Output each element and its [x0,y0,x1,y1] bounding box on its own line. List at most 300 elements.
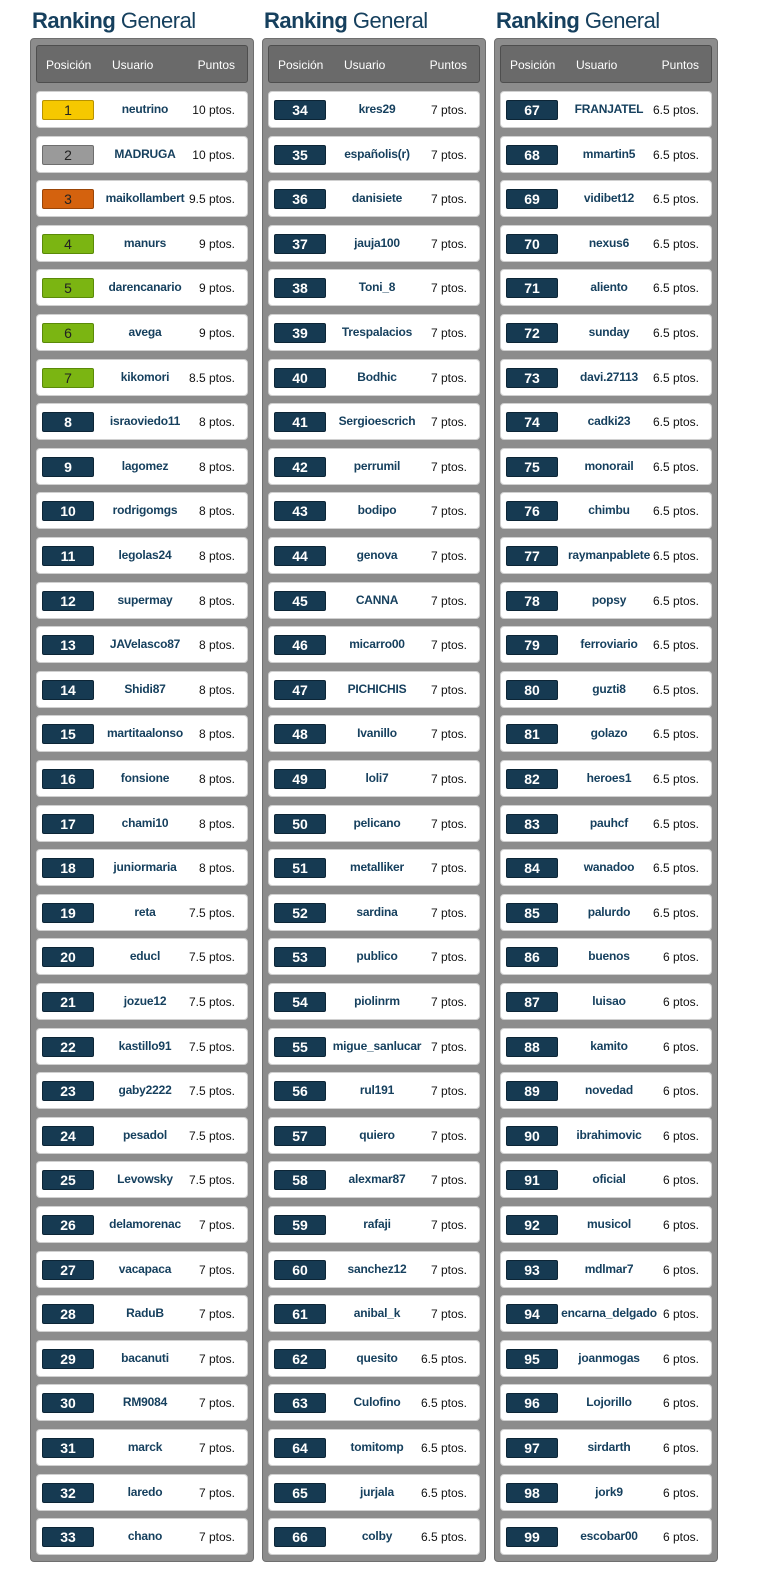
username-link[interactable]: MADRUGA [114,146,176,161]
position-badge: 33 [42,1527,94,1547]
position-badge: 65 [274,1483,326,1503]
ranking-row [268,582,480,619]
points-value: 8 ptos. [198,682,235,697]
ranking-row [268,1295,480,1332]
title-light: General [120,8,196,33]
username-link[interactable]: colby [361,1529,393,1544]
position-badge: 49 [274,769,326,789]
ranking-row [268,492,480,529]
points-value: 6.5 ptos. [652,370,699,385]
position-badge: 66 [274,1527,326,1547]
ranking-row [500,359,712,396]
position-badge: 70 [506,234,558,254]
points-value: 7 ptos. [430,1307,467,1322]
username-link[interactable]: kikomori [120,369,170,384]
ranking-row [36,938,248,975]
title-strong: Ranking [496,8,580,33]
points-value: 6.5 ptos. [652,905,699,920]
username-link[interactable]: chimbu [588,503,630,518]
username-link[interactable]: danisiete [351,191,403,206]
username-link[interactable]: legolas24 [118,548,172,562]
ranking-row [36,1384,248,1421]
username-link[interactable]: Trespalacios [341,325,413,339]
header-position: Posición [510,58,556,72]
title-strong: Ranking [264,8,348,33]
points-value: 8 ptos. [198,772,235,786]
ranking-row [36,671,248,708]
position-badge: 68 [506,145,558,165]
position-badge: 46 [274,635,326,655]
username-link[interactable]: RaduB [126,1306,164,1321]
position-badge: 87 [506,992,558,1012]
position-badge: 22 [42,1037,94,1057]
ranking-row [36,1340,248,1377]
username-link[interactable]: heroes1 [586,771,632,785]
points-value: 7 ptos. [430,1218,467,1232]
username-link[interactable]: cadki23 [587,414,631,429]
username-link[interactable]: golazo [590,726,628,741]
points-value: 6.5 ptos. [420,1485,467,1500]
ranking-row [500,1429,712,1466]
username-link[interactable]: fonsione [120,771,170,785]
ranking-row [36,983,248,1020]
ranking-row [268,1117,480,1154]
username-link[interactable]: quiero [359,1127,395,1142]
points-value: 8.5 ptos. [188,370,235,385]
ranking-row [268,1251,480,1288]
points-value: 7 ptos. [430,1173,467,1188]
points-value: 6 ptos. [662,1039,699,1054]
ranking-row [268,1206,480,1243]
table-header [36,45,248,83]
username-link[interactable]: darencanario [108,280,182,295]
position-badge: 76 [506,501,558,521]
ranking-row [268,626,480,663]
position-badge: 98 [506,1483,558,1503]
ranking-row [268,403,480,440]
ranking-row [36,448,248,485]
points-value: 8 ptos. [198,549,235,563]
username-link[interactable]: buenos [588,949,630,964]
username-link[interactable]: juniormaria [113,860,177,875]
username-link[interactable]: manurs [123,235,167,250]
username-link[interactable]: delamorenac [109,1217,181,1231]
position-badge: 55 [274,1037,326,1057]
points-value: 7 ptos. [430,415,467,430]
points-value: 6 ptos. [662,950,699,965]
points-value: 8 ptos. [198,727,235,742]
points-value: 6.5 ptos. [652,103,699,117]
position-badge: 37 [274,234,326,254]
ranking-row [36,1251,248,1288]
ranking-column-2 [264,0,488,1562]
title-light: General [352,8,428,33]
username-link[interactable]: kastillo91 [118,1038,172,1053]
ranking-row [500,1206,712,1243]
position-badge: 99 [506,1527,558,1547]
username-link[interactable]: nexus6 [588,235,630,250]
username-link[interactable]: FRANJATEL [574,102,644,116]
position-badge: 77 [506,546,558,566]
username-link[interactable]: genova [356,548,398,562]
ranking-row [36,136,248,173]
ranking-row [36,1295,248,1332]
points-value: 6.5 ptos. [652,593,699,608]
username-link[interactable]: neutrino [121,102,169,116]
ranking-row [36,492,248,529]
ranking-row [36,225,248,262]
username-link[interactable]: chano [127,1529,163,1544]
username-link[interactable]: gaby2222 [118,1083,172,1098]
points-value: 8 ptos. [198,638,235,653]
ranking-row [268,715,480,752]
position-badge: 3 [42,189,94,209]
ranking-row [36,403,248,440]
username-link[interactable]: Bodhic [357,369,397,384]
username-link[interactable]: wanadoo [583,860,635,875]
username-link[interactable]: rafaji [363,1217,391,1231]
position-badge: 67 [506,100,558,120]
position-badge: 73 [506,368,558,388]
username-link[interactable]: rodrigomgs [112,503,178,518]
username-link[interactable]: novedad [585,1083,633,1098]
ranking-row [268,1384,480,1421]
username-link[interactable]: luisao [592,994,626,1008]
position-badge: 30 [42,1393,94,1413]
position-badge: 85 [506,903,558,923]
position-badge: 38 [274,278,326,298]
points-value: 7 ptos. [430,326,467,340]
points-value: 7 ptos. [198,1307,235,1322]
position-badge: 21 [42,992,94,1012]
points-value: 7.5 ptos. [188,1128,235,1143]
username-link[interactable]: CANNA [355,592,399,607]
ranking-row [268,1518,480,1555]
points-value: 7 ptos. [430,1084,467,1099]
header-position: Posición [46,58,92,72]
ranking-row [268,671,480,708]
position-badge: 58 [274,1170,326,1190]
username-link[interactable]: Toni_8 [358,280,396,295]
username-link[interactable]: españolis(r) [344,146,410,161]
position-badge: 1 [42,100,94,120]
username-link[interactable]: guzti8 [592,681,626,696]
username-link[interactable]: educl [129,949,161,964]
ranking-row [36,894,248,931]
username-link[interactable]: chami10 [121,815,169,830]
username-link[interactable]: Culofino [353,1395,401,1410]
ranking-row [500,1518,712,1555]
username-link[interactable]: pelicano [353,815,401,830]
username-link[interactable]: raymanpablete [567,548,651,562]
position-badge: 83 [506,814,558,834]
username-link[interactable]: piolinrm [354,994,400,1008]
username-link[interactable]: sardina [356,904,398,919]
position-badge: 6 [42,323,94,343]
points-value: 8 ptos. [198,504,235,519]
ranking-row [500,492,712,529]
position-badge: 90 [506,1126,558,1146]
points-value: 7 ptos. [430,103,467,117]
ranking-row [268,1161,480,1198]
username-link[interactable]: ibrahimovic [576,1127,642,1142]
position-badge: 63 [274,1393,326,1413]
position-badge: 47 [274,680,326,700]
column-title [496,0,720,38]
username-link[interactable]: PICHICHIS [347,681,407,696]
username-link[interactable]: quesito [356,1350,398,1365]
position-badge: 16 [42,769,94,789]
position-badge: 60 [274,1260,326,1280]
ranking-row [500,180,712,217]
ranking-row [500,1028,712,1065]
username-link[interactable]: oficial [592,1172,626,1187]
username-link[interactable]: musicol [587,1217,631,1231]
username-link[interactable]: encarna_delgado [561,1306,657,1321]
points-value: 9.5 ptos. [188,192,235,207]
points-value: 6.5 ptos. [652,816,699,831]
username-link[interactable]: micarro00 [349,637,405,652]
ranking-row [500,626,712,663]
header-points: Puntos [429,58,467,72]
ranking-row [36,91,248,128]
position-badge: 53 [274,947,326,967]
ranking-row [500,805,712,842]
username-link[interactable]: RM9084 [122,1395,168,1410]
username-link[interactable]: jurjala [360,1484,394,1499]
points-value: 6.5 ptos. [652,682,699,697]
points-value: 7.5 ptos. [188,995,235,1009]
points-value: 6.5 ptos. [652,504,699,519]
position-badge: 13 [42,635,94,655]
points-value: 6.5 ptos. [652,236,699,251]
points-value: 6 ptos. [662,1485,699,1500]
points-value: 7 ptos. [430,147,467,162]
position-badge: 95 [506,1349,558,1369]
position-badge: 86 [506,947,558,967]
ranking-row [500,91,712,128]
ranking-row [268,314,480,351]
position-badge: 57 [274,1126,326,1146]
position-badge: 28 [42,1304,94,1324]
position-badge: 89 [506,1081,558,1101]
ranking-row [36,180,248,217]
position-badge: 43 [274,501,326,521]
ranking-row [268,849,480,886]
points-value: 7 ptos. [430,816,467,831]
points-value: 7 ptos. [430,861,467,876]
ranking-panel [262,38,486,1562]
username-link[interactable]: mdlmar7 [584,1261,634,1276]
username-link[interactable]: vidibet12 [583,191,635,206]
username-link[interactable]: Ivanillo [357,726,397,741]
points-value: 9 ptos. [198,236,235,251]
username-link[interactable]: perrumil [353,458,401,473]
points-value: 6.5 ptos. [652,772,699,786]
username-link[interactable]: escobar00 [580,1529,638,1544]
position-badge: 35 [274,145,326,165]
points-value: 7 ptos. [430,281,467,296]
points-value: 6 ptos. [662,1218,699,1232]
username-link[interactable]: Levowsky [117,1172,173,1187]
username-link[interactable]: palurdo [587,904,631,919]
username-link[interactable]: alexmar87 [348,1172,406,1187]
position-badge: 41 [274,412,326,432]
username-link[interactable]: bacanuti [121,1350,169,1365]
username-link[interactable]: maikollambert [105,191,185,206]
position-badge: 74 [506,412,558,432]
ranking-row [500,582,712,619]
position-badge: 71 [506,278,558,298]
ranking-row [500,403,712,440]
position-badge: 78 [506,591,558,611]
position-badge: 39 [274,323,326,343]
points-value: 7 ptos. [198,1218,235,1232]
points-value: 6.5 ptos. [652,727,699,742]
position-badge: 40 [274,368,326,388]
points-value: 7 ptos. [430,370,467,385]
points-value: 7 ptos. [430,504,467,519]
username-link[interactable]: monorail [584,458,634,473]
username-link[interactable]: JAVelasco87 [109,637,181,652]
username-link[interactable]: Sergioescrich [338,414,416,429]
title-strong: Ranking [32,8,116,33]
ranking-row [500,136,712,173]
username-link[interactable]: reta [134,904,156,919]
title-light: General [584,8,660,33]
ranking-row [500,715,712,752]
position-badge: 59 [274,1215,326,1235]
username-link[interactable]: jozue12 [123,994,167,1008]
points-value: 7 ptos. [430,192,467,207]
ranking-row [36,715,248,752]
username-link[interactable]: Lojorillo [586,1395,632,1410]
ranking-row [500,1251,712,1288]
username-link[interactable]: pauhcf [589,815,629,830]
ranking-row [268,180,480,217]
username-link[interactable]: sirdarth [587,1440,631,1454]
username-link[interactable]: supermay [117,592,173,607]
username-link[interactable]: kamito [590,1038,628,1053]
username-link[interactable]: jauja100 [354,235,400,250]
points-value: 7 ptos. [430,459,467,474]
username-link[interactable]: vacapaca [118,1261,172,1276]
ranking-row [500,1161,712,1198]
position-badge: 75 [506,457,558,477]
ranking-panel [494,38,718,1562]
ranking-row [36,314,248,351]
username-link[interactable]: mmartin5 [582,146,636,161]
position-badge: 88 [506,1037,558,1057]
ranking-row [36,849,248,886]
points-value: 6.5 ptos. [652,192,699,207]
points-value: 6.5 ptos. [652,459,699,474]
position-badge: 11 [42,546,94,566]
username-link[interactable]: kres29 [358,102,396,116]
position-badge: 50 [274,814,326,834]
points-value: 7 ptos. [198,1396,235,1411]
ranking-row [268,269,480,306]
username-link[interactable]: rul191 [359,1083,395,1098]
username-link[interactable]: jork9 [595,1484,623,1499]
username-link[interactable]: joanmogas [578,1350,640,1365]
ranking-row [36,1117,248,1154]
position-badge: 2 [42,145,94,165]
username-link[interactable]: publico [356,949,398,964]
username-link[interactable]: davi.27113 [579,369,639,384]
points-value: 6.5 ptos. [420,1396,467,1411]
username-link[interactable]: avega [128,325,162,339]
username-link[interactable]: sanchez12 [347,1261,407,1276]
position-badge: 14 [42,680,94,700]
username-link[interactable]: pesadol [123,1127,167,1142]
username-link[interactable]: migue_sanlucar [332,1038,422,1053]
username-link[interactable]: aliento [590,280,628,295]
username-link[interactable]: laredo [127,1484,163,1499]
points-value: 7 ptos. [430,772,467,786]
username-link[interactable]: Shidi87 [124,681,166,696]
username-link[interactable]: marck [127,1440,163,1454]
points-value: 7.5 ptos. [188,1039,235,1054]
position-badge: 4 [42,234,94,254]
ranking-row [268,1474,480,1511]
username-link[interactable]: popsy [591,592,627,607]
ranking-row [500,760,712,797]
ranking-row [500,537,712,574]
ranking-row [36,1206,248,1243]
position-badge: 51 [274,858,326,878]
position-badge: 48 [274,724,326,744]
ranking-row [500,1474,712,1511]
ranking-row [500,983,712,1020]
position-badge: 94 [506,1304,558,1324]
username-link[interactable]: martitaalonso [106,726,184,741]
points-value: 6 ptos. [662,1441,699,1455]
ranking-row [36,1072,248,1109]
position-badge: 8 [42,412,94,432]
points-value: 6.5 ptos. [652,861,699,876]
username-link[interactable]: anibal_k [353,1306,401,1321]
position-badge: 80 [506,680,558,700]
ranking-row [268,91,480,128]
ranking-row [268,805,480,842]
ranking-panel [30,38,254,1562]
points-value: 6 ptos. [662,1351,699,1366]
position-badge: 52 [274,903,326,923]
username-link[interactable]: israoviedo11 [109,414,181,429]
points-value: 6.5 ptos. [652,281,699,296]
ranking-row [500,314,712,351]
username-link[interactable]: tomitomp [350,1440,404,1454]
username-link[interactable]: loli7 [365,771,389,785]
ranking-row [500,1340,712,1377]
points-value: 6.5 ptos. [420,1441,467,1455]
username-link[interactable]: metalliker [349,860,405,875]
position-badge: 25 [42,1170,94,1190]
points-value: 6.5 ptos. [652,415,699,430]
points-value: 6.5 ptos. [652,638,699,653]
points-value: 7 ptos. [430,995,467,1009]
username-link[interactable]: bodipo [357,503,397,518]
username-link[interactable]: sunday [588,325,630,339]
username-link[interactable]: ferroviario [580,637,638,652]
position-badge: 36 [274,189,326,209]
position-badge: 18 [42,858,94,878]
points-value: 6 ptos. [662,1262,699,1277]
ranking-row [36,269,248,306]
position-badge: 26 [42,1215,94,1235]
username-link[interactable]: lagomez [121,458,169,473]
